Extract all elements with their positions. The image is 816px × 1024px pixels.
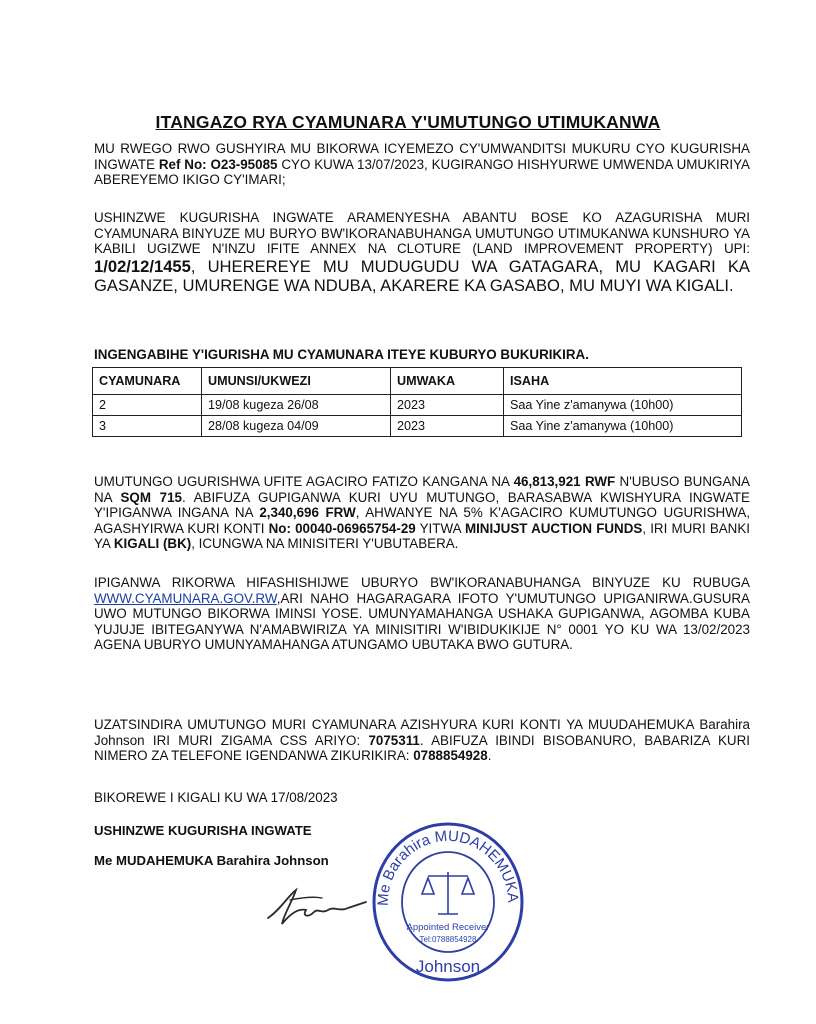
cell-isaha: Saa Yine z'amanywa (10h00) xyxy=(504,395,742,416)
header-cyamunara: CYAMUNARA xyxy=(93,368,202,395)
intro-text-a: MU RWEGO RWO GUSHYIRA MU BIKORWA ICYEMEZO CY'UMWANDITSI MUKURU CYO KUGURISHA INGWATE xyxy=(94,141,750,172)
schedule-table xyxy=(92,367,742,437)
header-isaha: ISAHA xyxy=(504,368,742,395)
stamp-top-text: Me Barahira MUDAHEMUKA xyxy=(374,827,522,907)
stamp-middle-text: Appointed Receiver xyxy=(406,922,490,933)
handwritten-signature xyxy=(262,880,372,930)
property-area: SQM 715 xyxy=(120,489,182,505)
stamp-bottom-text: Johnson xyxy=(415,957,481,976)
payment-account: 7075311 xyxy=(368,732,420,748)
paragraph-payment xyxy=(94,717,750,764)
cell-umwaka: 2023 xyxy=(391,416,504,437)
cyamunara-link[interactable]: WWW.CYAMUNARA.GOV.RW xyxy=(94,590,277,606)
bidding-text-a: IPIGANWA RIKORWA HIFASHISHIJWE UBURYO BW'IKORANABUHANGA BINYUZE KU RUBUGA xyxy=(94,575,750,590)
date-line: BIKOREWE I KIGALI KU WA 17/08/2023 xyxy=(94,790,338,805)
official-stamp xyxy=(366,814,526,984)
paragraph-intro xyxy=(94,141,750,188)
payment-text-b: . ABIFUZA IBINDI BISOBANURO, BABARIZA KURI NIMERO ZA TELEFONE IGENDANWA ZIKURIKIRA: xyxy=(94,732,750,763)
account-name: MINIJUST AUCTION FUNDS xyxy=(464,520,643,536)
bank-name: KIGALI (BK) xyxy=(113,536,192,551)
value-text-c: . ABIFUZA GUPIGANWA KURI UYU MUTUNGO, BARASABWA KWISHYURA INGWATE Y'IPIGANWA INGANA NA xyxy=(94,489,750,520)
value-text-b: N'UBUSO BUNGANA NA xyxy=(94,474,750,505)
cell-cyamunara: 3 xyxy=(93,416,202,437)
property-location: , UHEREREYE MU MUDUGUDU WA GATAGARA, MU KAGARI KA GASANZE, UMURENGE WA NDUBA, AKARERE KA GASABO, MU MUYI WA KIGALI. xyxy=(94,256,750,295)
payment-text-c: . xyxy=(487,748,492,763)
intro-text-b: CYO KUWA 13/07/2023, KUGIRANGO HISHYURWE UMWENDA UMUKIRIYA ABEREYEMO IKIGO CY'IMARI; xyxy=(94,156,750,187)
scales-icon xyxy=(422,872,474,914)
cell-cyamunara: 2 xyxy=(93,395,202,416)
notice-title: ITANGAZO RYA CYAMUNARA Y'UMUTUNGO UTIMUKANWA xyxy=(155,112,661,132)
header-umunsi: UMUNSI/UKWEZI xyxy=(202,368,391,395)
deposit-amount: 2,340,696 FRW xyxy=(259,505,356,520)
property-text-a: USHINZWE KUGURISHA INGWATE ARAMENYESHA ABANTU BOSE KO AZAGURISHA MURI CYAMUNARA BINYUZE MU BURYO BW'IKORANABUHANGA UMUTUNGO UTIMUKANWA KUNSHURO YA KABILI UGIZWE N'INZU IFITE ANNEX NA CLOTURE (LAND IMPROVEMENT PROPERTY) UPI: xyxy=(94,210,750,256)
bidding-text-b: ,ARI NAHO HAGARAGARA IFOTO Y'UMUTUNGO UPIGANIRWA.GUSURA UWO MUTUNGO BIKORWA IMINSI YOSE. UMUNYAMAHANGA USHAKA GUPIGANWA, AGOMBA KUBA YUJUJE IBITEGANYWA N'AMABWIRIZA YA MINISITIRI W'IBIDUKIKIJE N° 0001 YO KU WA 13/02/2023 AGENA UBURYO UMUNYAMAHANGA ATUNGAMO UBUTAKA BWO GUTURA. xyxy=(94,590,750,652)
contact-phone: 0788854928 xyxy=(413,748,488,763)
signer-role: USHINZWE KUGURISHA INGWATE xyxy=(94,823,312,838)
header-umwaka: UMWAKA xyxy=(391,368,504,395)
value-text-f: , IRI MURI BANKI YA xyxy=(94,520,750,551)
signer-name: Me MUDAHEMUKA Barahira Johnson xyxy=(94,853,329,868)
cell-umunsi: 19/08 kugeza 26/08 xyxy=(202,395,391,416)
stamp-phone-text: Tel:0788854928 xyxy=(419,935,477,944)
value-text-a: UMUTUNGO UGURISHWA UFITE AGACIRO FATIZO KANGANA NA xyxy=(94,474,514,489)
cell-isaha: Saa Yine z'amanywa (10h00) xyxy=(504,416,742,437)
property-upi: 1/02/12/1455 xyxy=(94,256,191,276)
ref-number: Ref No: O23-95085 xyxy=(158,156,278,172)
deposit-account: No: 00040-06965754-29 xyxy=(268,520,416,536)
value-text-d: , AHWANYE NA 5% K'AGACIRO KUMUTUNGO UGURISHWA, AGASHYIRWA KURI KONTI xyxy=(94,505,750,536)
table-header-row xyxy=(93,368,742,395)
paragraph-property xyxy=(94,210,750,295)
value-text-e: YITWA xyxy=(415,520,465,536)
paragraph-value xyxy=(94,474,750,552)
cell-umunsi: 28/08 kugeza 04/09 xyxy=(202,416,391,437)
base-value: 46,813,921 RWF xyxy=(513,474,616,489)
schedule-title: INGENGABIHE Y'IGURISHA MU CYAMUNARA ITEYE KUBURYO BUKURIKIRA. xyxy=(94,347,589,362)
value-text-g: , ICUNGWA NA MINISITERI Y'UBUTABERA. xyxy=(191,536,459,551)
payment-text-a: UZATSINDIRA UMUTUNGO MURI CYAMUNARA AZISHYURA KURI KONTI YA MUUDAHEMUKA Barahira Johnson IRI MURI ZIGAMA CSS ARIYO: xyxy=(94,717,750,748)
paragraph-bidding xyxy=(94,575,750,653)
cell-umwaka: 2023 xyxy=(391,395,504,416)
table-row xyxy=(93,416,742,437)
table-row xyxy=(93,395,742,416)
